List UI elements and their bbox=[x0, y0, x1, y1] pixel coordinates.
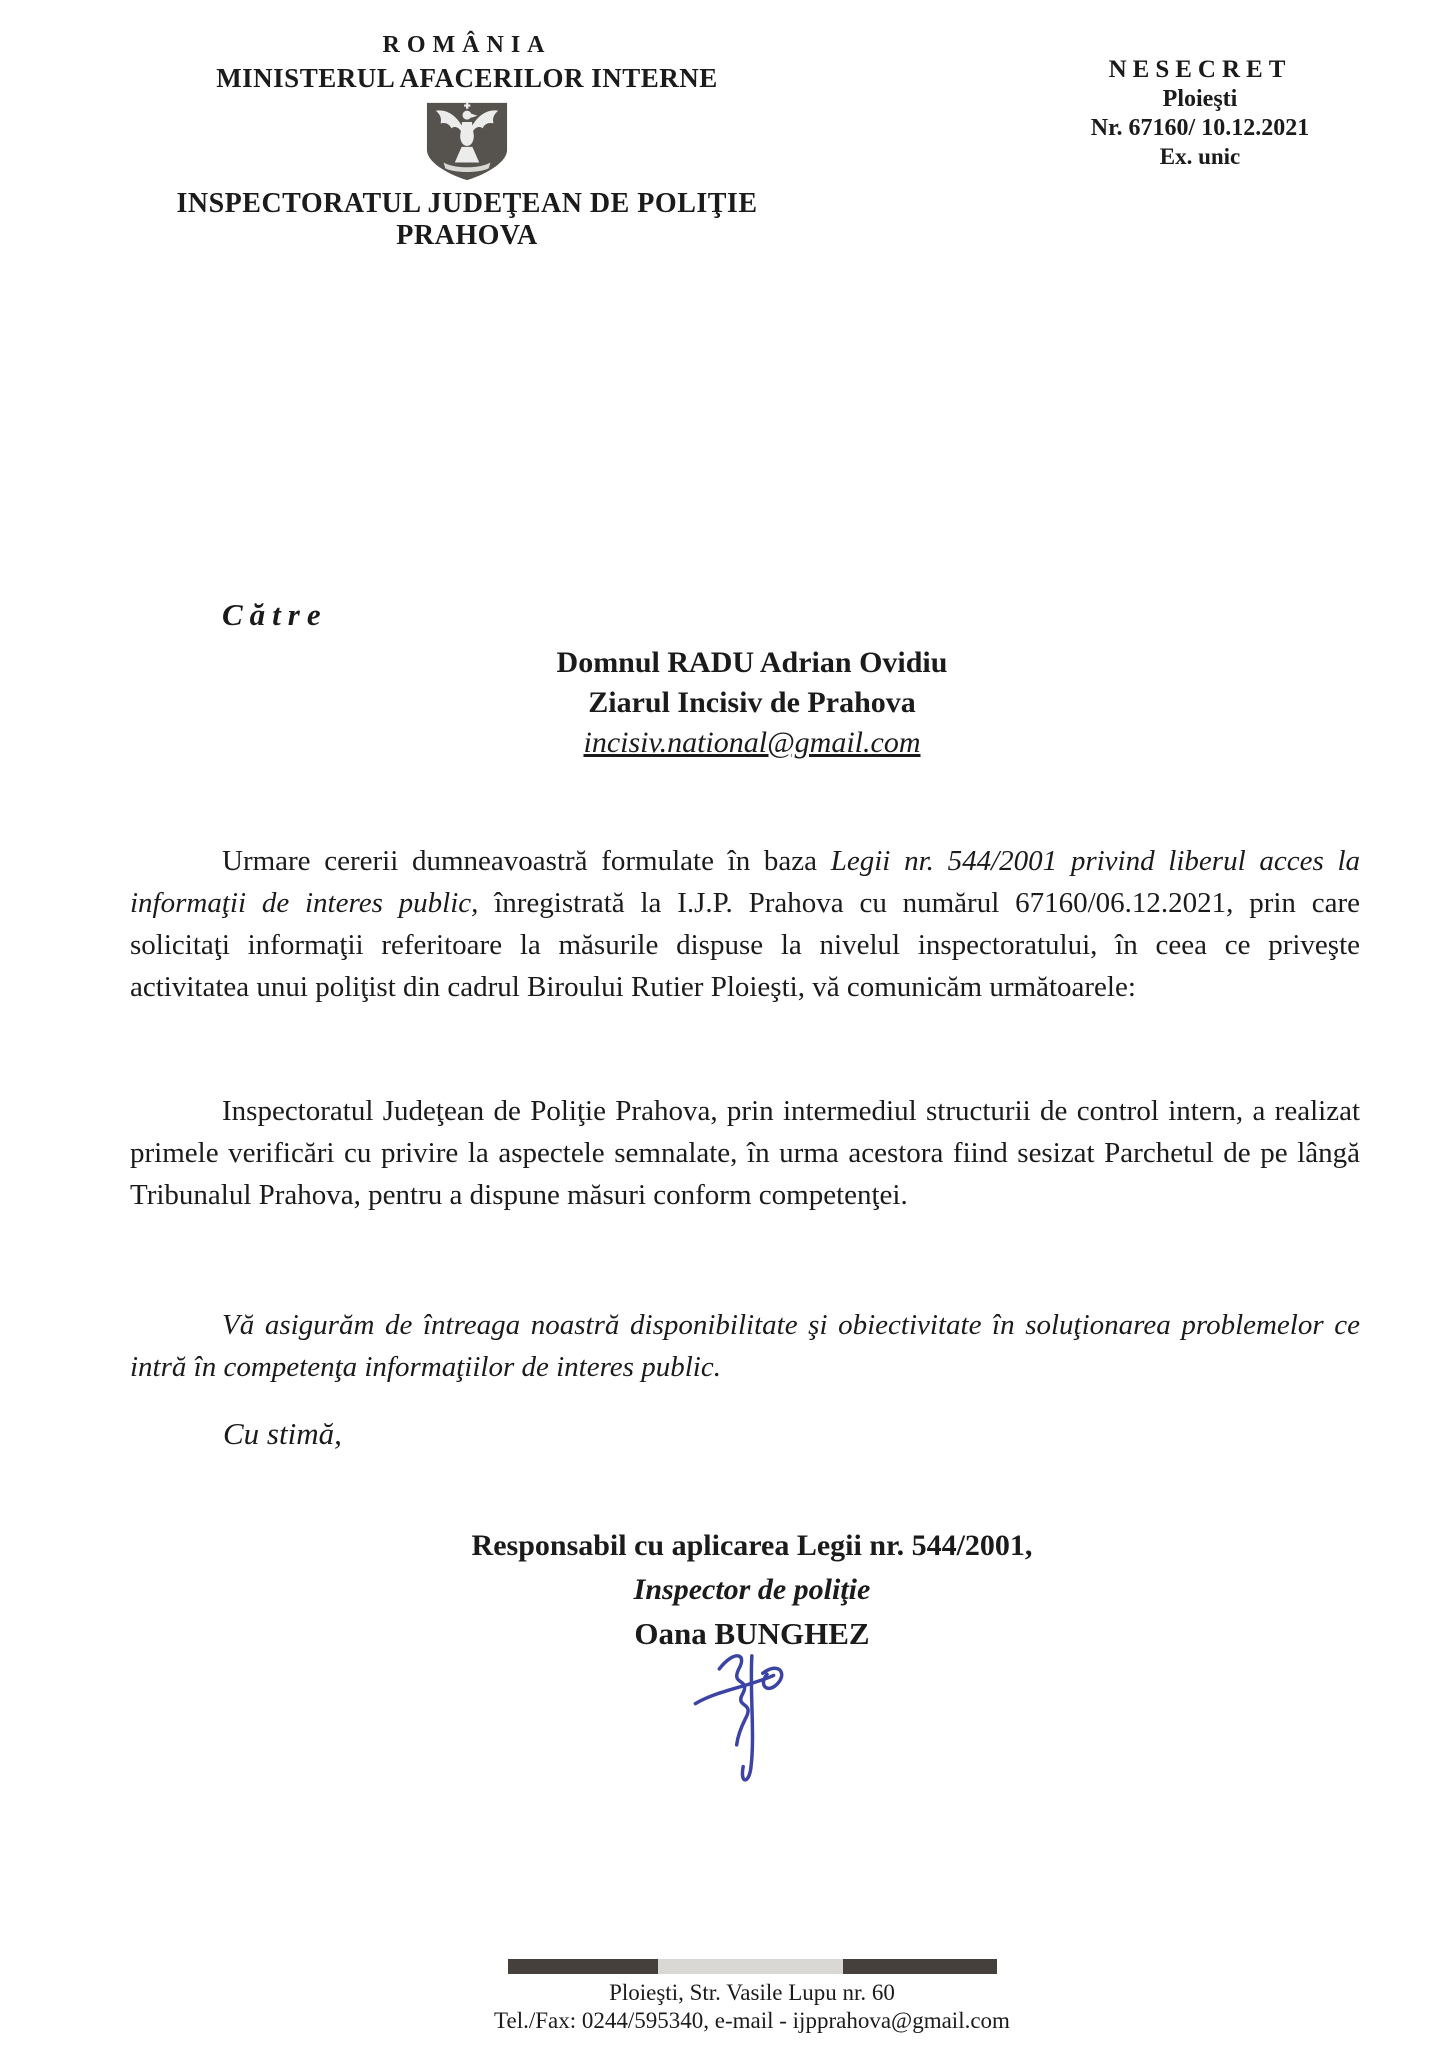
signature-block bbox=[400, 1524, 1104, 1656]
paragraph-1 bbox=[130, 840, 1360, 1008]
letterhead bbox=[155, 30, 779, 252]
country-title: ROMÂNIA bbox=[382, 32, 552, 58]
signer-role: Responsabil cu aplicarea Legii nr. 544/2001, bbox=[471, 1529, 1033, 1562]
closing-salutation: Cu stimă, bbox=[223, 1416, 342, 1451]
signer-name: Oana BUNGHEZ bbox=[634, 1616, 870, 1651]
paragraph-1-text: Urmare cererii dumneavoastră formulate în baza bbox=[222, 845, 831, 877]
signer-rank: Inspector de poliţie bbox=[633, 1573, 871, 1606]
recipient-block bbox=[380, 643, 1124, 763]
classification-city: Ploieşti bbox=[1162, 86, 1238, 112]
footer-contact: Tel./Fax: 0244/595340, e-mail - ijpprahova@gmail.com bbox=[494, 2008, 1010, 2033]
salutation: Către bbox=[222, 597, 328, 632]
paragraph-1-law-reference: Legii nr. 544/2001 privind liberul acces la informaţii de interes public, bbox=[130, 845, 1360, 919]
paragraph-2: Inspectoratul Judeţean de Poliţie Prahova, prin intermediul structurii de control intern, a realizat primele verificări cu privire la aspectele semnalate, în urma acestora fiind sesizat Parchetul de pe lângă Tribunalul Prahova, pentru a dispune măsuri conform competenţei. bbox=[130, 1095, 1360, 1211]
paragraph-1-continuation: înregistrată la I.J.P. Prahova cu numărul 67160/06.12.2021, prin care solicitaţi informaţii referitoare la măsurile dispuse la nivelul inspectoratului, în ceea ce priveşte activitatea unui poliţist din cadrul Biroului Rutier Ploieşti, vă comunicăm următoarele: bbox=[130, 887, 1360, 1003]
recipient-name: Domnul RADU Adrian Ovidiu bbox=[556, 646, 948, 679]
handwritten-signature-icon bbox=[685, 1645, 797, 1797]
copy-label: Ex. unic bbox=[1159, 144, 1241, 169]
recipient-organization: Ziarul Incisiv de Prahova bbox=[588, 686, 916, 719]
footer-divider-segment bbox=[843, 1959, 997, 1974]
footer bbox=[402, 1979, 1102, 2035]
registration-number: Nr. 67160/ 10.12.2021 bbox=[1090, 115, 1310, 141]
romania-coat-of-arms-icon bbox=[424, 100, 510, 184]
recipient-email: incisiv.national@gmail.com bbox=[583, 726, 921, 759]
classification-block bbox=[1080, 55, 1320, 171]
footer-divider bbox=[508, 1959, 997, 1974]
footer-divider-segment bbox=[658, 1959, 843, 1974]
inspectorate-title: INSPECTORATUL JUDEŢEAN DE POLIŢIE PRAHOVA bbox=[176, 188, 758, 251]
footer-divider-segment bbox=[508, 1959, 658, 1974]
paragraph-3: Vă asigurăm de întreaga noastră disponibilitate şi obiectivitate în soluţionarea problemelor ce intră în competenţa informaţiilor de interes public. bbox=[130, 1309, 1360, 1383]
ministry-title: MINISTERUL AFACERILOR INTERNE bbox=[216, 63, 718, 93]
footer-address: Ploieşti, Str. Vasile Lupu nr. 60 bbox=[609, 1980, 895, 2005]
classification-level: NESECRET bbox=[1108, 56, 1292, 83]
